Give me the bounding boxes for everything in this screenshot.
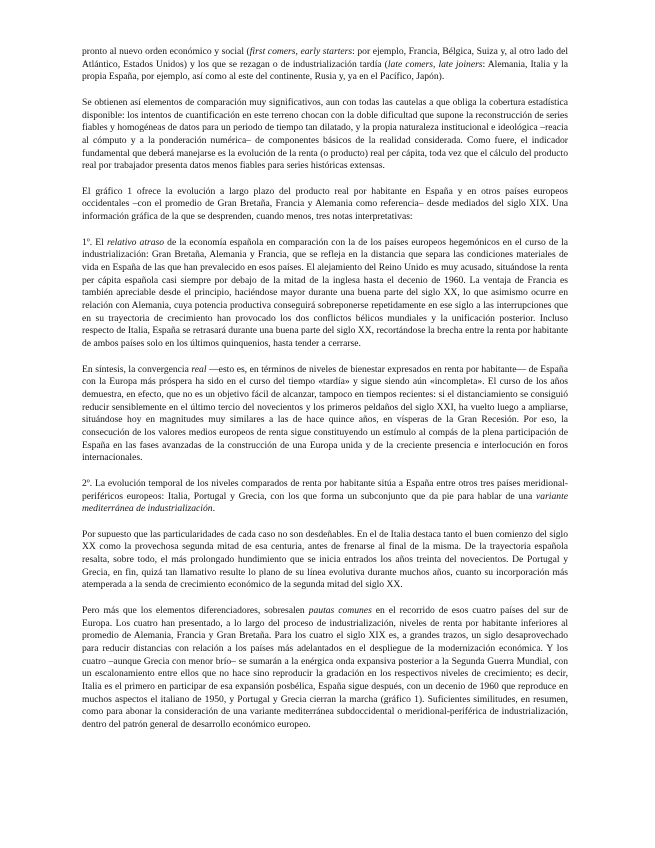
document-page [82, 46, 568, 732]
paragraph-8: Pero más que los elementos diferenciadores, sobresalen pautas comunes en el recorrido de esos cuatro países del sur de Europa. Los cuatro han presentado, a lo largo del proceso de industrialización, niveles de renta por habitante inferiores al promedio de Alemania, Francia y Gran Bretaña. Para los cuatro el siglo XIX es, a grandes trazos, un siglo desaprovechado para reducir distancias con relación a los países más adelantados en el despliegue de la modernización económica. Y los cuatro –aunque Grecia con menor brío– se sumarán a la enérgica onda expansiva posterior a la Segunda Guerra Mundial, con un escalonamiento entre ellos que no hace sino reproducir la gradación en los respectivos niveles de crecimiento; es decir, Italia es el primero en participar de esa expansión posbélica, España sigue después, con un decenio de 1960 que reproduce en muchos aspectos el italiano de 1950, y Portugal y Grecia cierran la marcha (gráfico 1). Suficientes similitudes, en resumen, como para abonar la consideración de una variante mediterránea subdoccidental o meridional-periférica de industrialización, dentro del patrón general de desarrollo económico europeo. [82, 604, 568, 731]
paragraph-4: 1º. El relativo atraso de la economía española en comparación con la de los países europeos hegemónicos en el curso de la industrialización: Gran Bretaña, Alemania y Francia, que se refleja en la distancia que separa las condiciones materiales de vida en España de las que han prevalecido en esos países. El alejamiento del Reino Unido es muy acusado, situándose la renta per cápita española casi siempre por debajo de la mitad de la inglesa hasta el decenio de 1960. La ventaja de Francia es también apreciable desde el principio, haciéndose mayor durante una buena parte del siglo XX, lo que asimismo ocurre en relación con Alemania, cuya potencia productiva conseguirá sobreponerse repetidamente en ese siglo a las interrupciones que en su trayectoria de crecimiento han provocado los dos conflictos bélicos mundiales y la unificación posterior. Incluso respecto de Italia, España se retrasará durante una buena parte del siglo XX, recortándose la brecha entre la renta por habitante de ambos países solo en los últimos quinquenios, hasta tender a cerrarse. [82, 236, 569, 350]
paragraph-7: Por supuesto que las particularidades de cada caso no son desdeñables. En el de Italia destaca tanto el buen comienzo del siglo XX como la provechosa segunda mitad de esa centuria, antes de frenarse al final de la misma. De la trayectoria española resalta, sobre todo, el más prolongado hundimiento que se inicia entrados los años treinta del novecientos. De Portugal y Grecia, en fin, quizá tan llamativo resulte lo plano de su línea evolutiva durante muchos años, cuanto su incorporación más atemperada a la senda de crecimiento económico de la segunda mitad del siglo XX. [82, 528, 568, 591]
paragraph-3: El gráfico 1 ofrece la evolución a largo plazo del producto real por habitante en España y en otros países europeos occidentales –con el promedio de Gran Bretaña, Francia y Alemania como referencia– desde mediados del siglo XIX. Una información gráfica de la que se desprenden, cuando menos, tres notas interpretativas: [82, 185, 568, 223]
paragraph-6: 2º. La evolución temporal de los niveles comparados de renta por habitante sitúa a España entre otros tres países meridional-periféricos europeos: Italia, Portugal y Grecia, con los que forma un subconjunto que da pie para hablar de una variante mediterránea de industrialización. [82, 477, 568, 515]
paragraph-2: Se obtienen así elementos de comparación muy significativos, aun con todas las cautelas a que obliga la cobertura estadística disponible: los intentos de cuantificación en este terreno chocan con la doble dificultad que supone la reconstrucción de series fiables y homogéneas de datos para un periodo de tiempo tan dilatado, y la propia naturaleza institucional e ideológica –reacia al cómputo y a la ponderación numérica– de componentes básicos de la realidad considerada. Como fuere, el indicador fundamental que deberá manejarse es la evolución de la renta (o producto) real per cápita, toda vez que el cálculo del producto real por trabajador presenta datos menos fiables para series históricas extensas. [82, 96, 568, 172]
paragraph-1: pronto al nuevo orden económico y social (first comers, early starters: por ejemplo, Francia, Bélgica, Suiza y, al otro lado del Atlántico, Estados Unidos) y los que se rezagan o de industrialización tardía (late comers, late joiners: Alemania, Italia y la propia España, por ejemplo, así como al este del continente, Rusia y, ya en el Pacífico, Japón). [82, 46, 568, 83]
paragraph-5: En síntesis, la convergencia real —esto es, en términos de niveles de bienestar expresados en renta por habitante— de España con la Europa más próspera ha sido en el curso del tiempo «tardía» y sigue siendo aún «incompleta». El curso de los años demuestra, en efecto, que no es un objetivo fácil de alcanzar, tampoco en tiempos recientes: si el distanciamiento se consiguió reducir sensiblemente en el último tercio del novecientos y los primeros peldaños del siglo XXI, ha vuelto luego a ampliarse, situándose hoy en magnitudes muy similares a las de hace quince años, en vísperas de la Gran Recesión. Por eso, la consecución de los valores medios europeos de renta sigue constituyendo un estímulo al compás de la plena participación de España en las fases avanzadas de la construcción de una Europa unida y de la creciente presencia e interlocución en foros internacionales. [82, 363, 568, 464]
